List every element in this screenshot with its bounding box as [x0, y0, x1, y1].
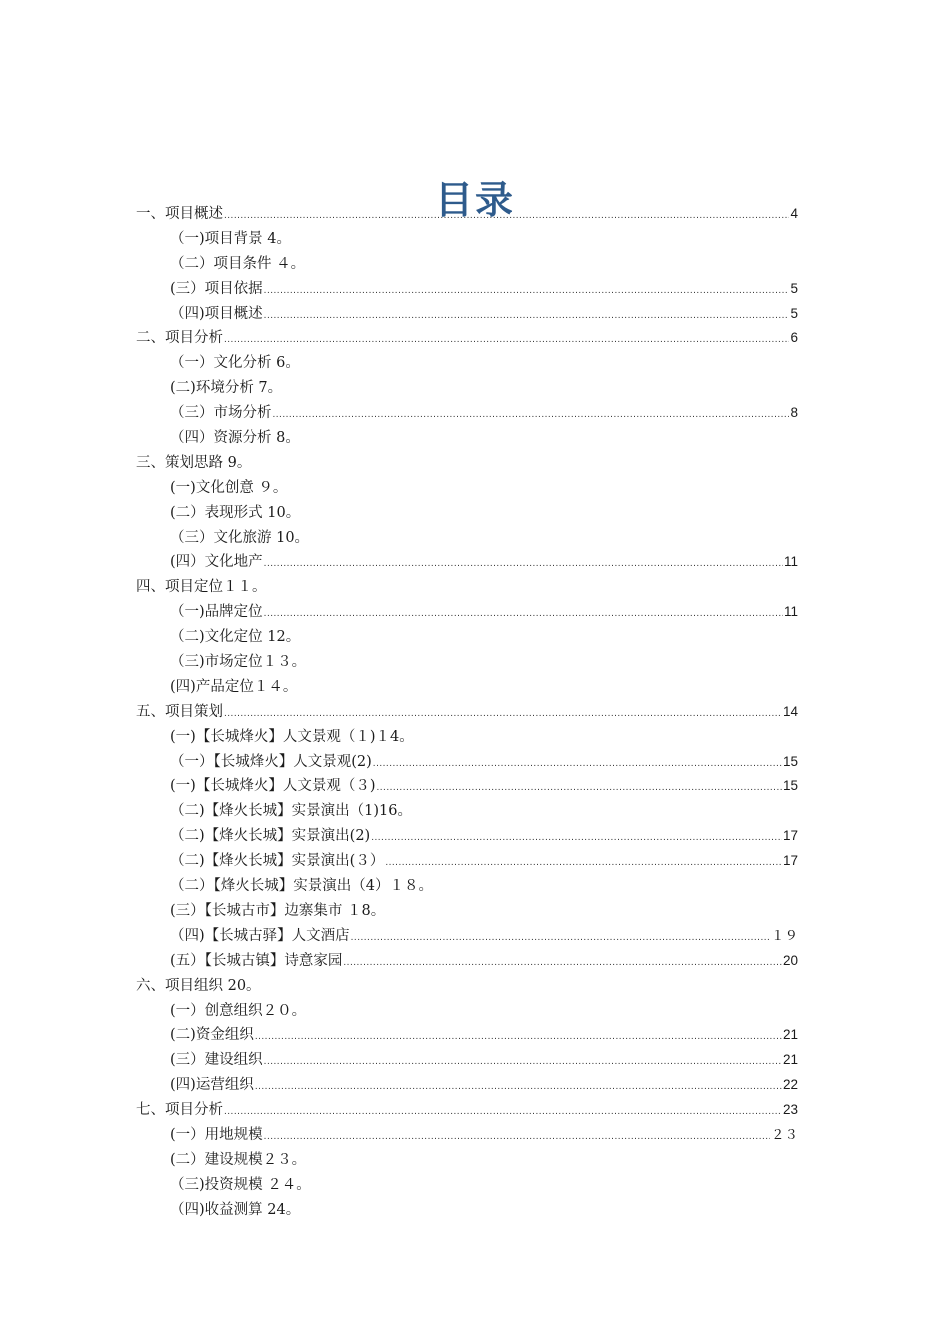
toc-entry-label: （一)品牌定位 [170, 604, 263, 621]
toc-dot-leader [264, 286, 790, 296]
toc-page-number: ２３ [771, 1126, 798, 1142]
toc-entry[interactable] [136, 326, 798, 351]
toc-page-number: 5 [790, 280, 798, 296]
toc-entry[interactable] [136, 1023, 798, 1048]
toc-entry-label: (二)环境分析 7。 [170, 380, 283, 397]
toc-entry-label: (三）项目依据 [170, 280, 263, 297]
toc-page-number: 8 [790, 405, 798, 421]
toc-entry[interactable] [136, 451, 798, 476]
toc-entry[interactable] [136, 550, 798, 575]
toc-dot-leader [255, 1082, 782, 1092]
toc-entry[interactable] [136, 725, 798, 750]
toc-entry[interactable] [136, 774, 798, 799]
toc-entry-label: 二、项目分析 [136, 330, 223, 347]
toc-entry[interactable] [136, 899, 798, 924]
toc-entry[interactable] [136, 625, 798, 650]
toc-entry[interactable] [136, 376, 798, 401]
toc-page-number: 11 [783, 604, 798, 620]
toc-entry-label: （四)【长城古驿】人文酒店 [170, 927, 350, 944]
toc-entry[interactable] [136, 351, 798, 376]
toc-entry-label: (一）创意组织２０。 [170, 1002, 307, 1019]
toc-dot-leader [264, 311, 790, 321]
toc-entry-label: 六、项目组织 20。 [136, 977, 261, 994]
toc-entry[interactable] [136, 575, 798, 600]
toc-entry[interactable] [136, 799, 798, 824]
toc-entry-label: (三）【长城古市】边寨集市 １8。 [170, 902, 386, 919]
toc-dot-leader [351, 933, 770, 943]
toc-entry[interactable] [136, 1148, 798, 1173]
toc-entry[interactable] [136, 974, 798, 999]
toc-entry-label: (四)运营组织 [170, 1077, 254, 1094]
toc-page-number: 21 [782, 1027, 798, 1043]
toc-dot-leader [376, 783, 781, 793]
toc-entry-label: （四）资源分析 8。 [170, 430, 300, 447]
toc-entry-label: （二)【烽火长城】实景演出（1)16。 [170, 803, 412, 820]
toc-entry-label: （二)【烽火长城】实景演出(2) [170, 828, 371, 845]
toc-page-number: 22 [782, 1077, 798, 1093]
toc-dot-leader [224, 211, 789, 221]
toc-entry-label: (四）文化地产 [170, 554, 263, 571]
toc-entry[interactable] [136, 824, 798, 849]
toc-entry[interactable] [136, 401, 798, 426]
toc-entry[interactable] [136, 949, 798, 974]
toc-entry[interactable] [136, 650, 798, 675]
toc-entry-label: (四)产品定位１４。 [170, 678, 298, 695]
toc-entry[interactable] [136, 501, 798, 526]
toc-entry-label: (一）用地规模 [170, 1126, 263, 1143]
toc-page-number: １９ [771, 927, 798, 943]
toc-entry[interactable] [136, 1173, 798, 1198]
toc-page-number: 11 [783, 554, 798, 570]
toc-entry[interactable] [136, 700, 798, 725]
toc-entry[interactable] [136, 202, 798, 227]
toc-dot-leader [264, 1057, 782, 1067]
toc-entry[interactable] [136, 849, 798, 874]
toc-entry[interactable] [136, 600, 798, 625]
toc-entry-label: (二）建设规模２３。 [170, 1151, 307, 1168]
toc-entry-label: （三)市场定位１３。 [170, 654, 307, 671]
toc-entry-label: （二）项目条件 ４。 [170, 255, 306, 272]
toc-title: 目录 [434, 178, 515, 223]
toc-page-number: 21 [782, 1052, 798, 1068]
toc-page-number: 5 [790, 305, 798, 321]
toc-entry[interactable] [136, 1123, 798, 1148]
toc-entry[interactable] [136, 277, 798, 302]
toc-entry[interactable] [136, 526, 798, 551]
toc-dot-leader [371, 833, 782, 843]
toc-dot-leader [224, 709, 782, 719]
toc-entry[interactable] [136, 252, 798, 277]
toc-entry[interactable] [136, 675, 798, 700]
toc-entry-label: （二)【烽火长城】实景演出(３） [170, 853, 385, 870]
toc-entry[interactable] [136, 1098, 798, 1123]
toc-dot-leader [264, 559, 783, 569]
toc-entry-label: （三)投资规模 ２４。 [170, 1176, 311, 1193]
toc-page-number: 15 [782, 753, 798, 769]
toc-entry[interactable] [136, 227, 798, 252]
toc-page-number: 15 [782, 778, 798, 794]
toc-page-number: 17 [782, 853, 798, 869]
toc-entry-label: （三）文化旅游 10。 [170, 529, 310, 546]
toc-entry-label: (一)【长城烽火】人文景观（１)１4。 [170, 728, 414, 745]
toc-entry-label: 七、项目分析 [136, 1102, 223, 1119]
toc-entry-label: （四)收益测算 24。 [170, 1201, 301, 1218]
toc-entry[interactable] [136, 999, 798, 1024]
toc-page-number: 6 [790, 330, 798, 346]
toc-entry-label: (二)资金组织 [170, 1027, 254, 1044]
toc-entry[interactable] [136, 924, 798, 949]
toc-entry-label: (一)【长城烽火】人文景观（３) [170, 778, 376, 795]
toc-dot-leader [264, 1132, 770, 1142]
toc-entry-label: (一)文化创意 ９。 [170, 479, 288, 496]
toc-entry-label: （一）【长城烽火】人文景观(2) [170, 753, 372, 770]
toc-page-number: 14 [782, 703, 798, 719]
toc-page-number: 17 [782, 828, 798, 844]
toc-entry-label: (三）建设组织 [170, 1052, 263, 1069]
toc-dot-leader [224, 1107, 782, 1117]
toc-dot-leader [224, 335, 789, 345]
toc-entry[interactable] [136, 1198, 798, 1223]
toc-entry[interactable] [136, 1048, 798, 1073]
toc-entry-label: （二）【烽火长城】实景演出（4）１８。 [170, 878, 433, 895]
toc-entry-label: （四)项目概述 [170, 305, 263, 322]
toc-dot-leader [343, 958, 782, 968]
toc-entry-label: （一）文化分析 6。 [170, 355, 300, 372]
toc-dot-leader [255, 1032, 782, 1042]
toc-entry[interactable] [136, 750, 798, 775]
toc-entry-label: 五、项目策划 [136, 703, 223, 720]
toc-entry-label: (二）表现形式 10。 [170, 504, 301, 521]
toc-entry[interactable] [136, 302, 798, 327]
toc-page-number: 4 [790, 206, 798, 221]
table-of-contents [136, 202, 798, 1223]
toc-dot-leader [273, 410, 790, 420]
toc-dot-leader [373, 759, 782, 769]
toc-entry-label: （二)文化定位 12。 [170, 629, 301, 646]
toc-entry[interactable] [136, 426, 798, 451]
toc-page-number: 23 [782, 1102, 798, 1118]
toc-entry-label: （三）市场分析 [170, 405, 272, 422]
toc-dot-leader [385, 858, 782, 868]
toc-entry-label: （一)项目背景 4。 [170, 230, 291, 247]
toc-page-number: 20 [782, 952, 798, 968]
toc-entry[interactable] [136, 476, 798, 501]
toc-entry[interactable] [136, 1073, 798, 1098]
toc-entry-label: 四、项目定位１１。 [136, 579, 267, 596]
toc-entry-label: 一、项目概述 [136, 206, 223, 222]
toc-entry-label: 三、策划思路 9。 [136, 454, 252, 471]
toc-entry-label: (五）【长城古镇】诗意家园 [170, 952, 343, 969]
toc-entry[interactable] [136, 874, 798, 899]
toc-dot-leader [264, 609, 783, 619]
